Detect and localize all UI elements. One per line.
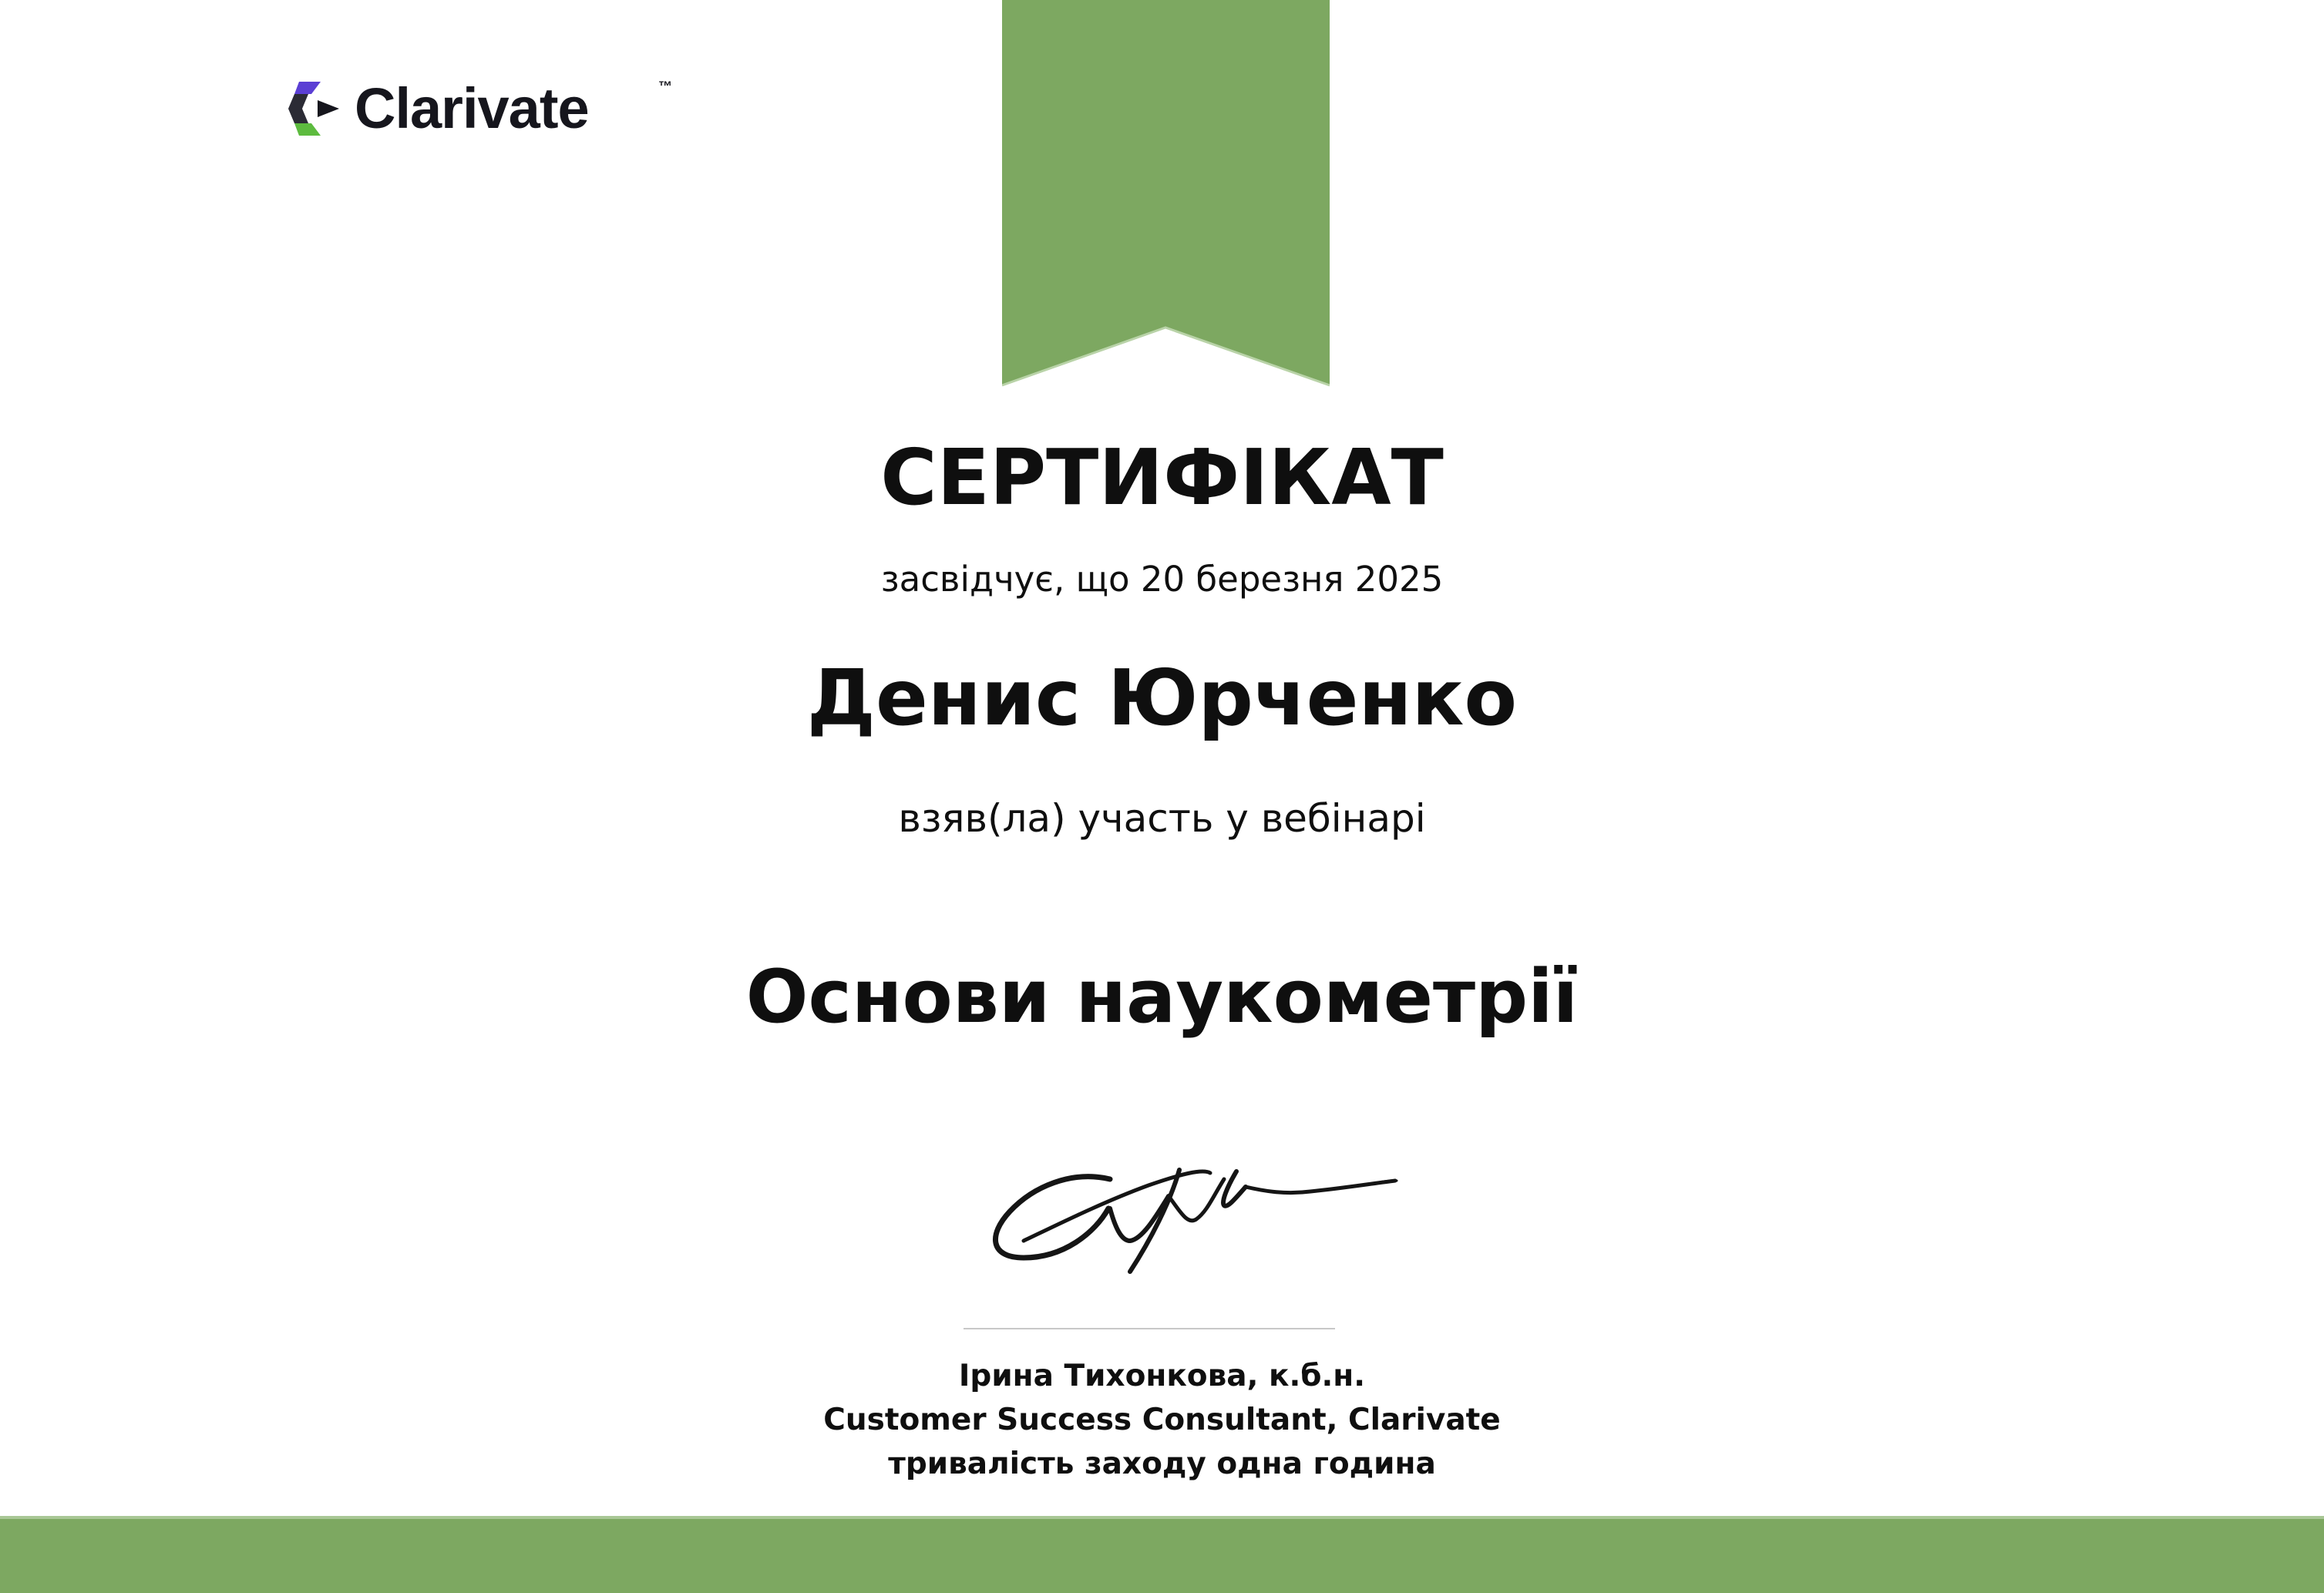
clarivate-logo-mark-icon [277, 74, 347, 143]
event-duration: тривалість заходу одна година [888, 1447, 1436, 1481]
handwritten-signature [979, 1125, 1441, 1295]
clarivate-logo [277, 74, 694, 143]
signer-name: Ірина Тихонкова, к.б.н. [958, 1359, 1366, 1393]
certificate-title: СЕРТИФІКАТ [880, 432, 1444, 523]
signature-line [964, 1328, 1335, 1329]
signer-role: Customer Success Consultant, Clarivate [823, 1403, 1501, 1437]
footer-bar [0, 1516, 2324, 1593]
attest-line: засвідчує, що 20 березня 2025 [880, 559, 1444, 600]
logo-trademark: ™ [658, 79, 672, 94]
logo-wordmark: Clarivate [355, 76, 589, 140]
participation-line: взяв(ла) участь у вебінарі [898, 796, 1426, 841]
recipient-name: Денис Юрченко [806, 653, 1518, 743]
course-title: Основи наукометрії [745, 955, 1579, 1040]
ribbon-banner [1002, 0, 1330, 388]
